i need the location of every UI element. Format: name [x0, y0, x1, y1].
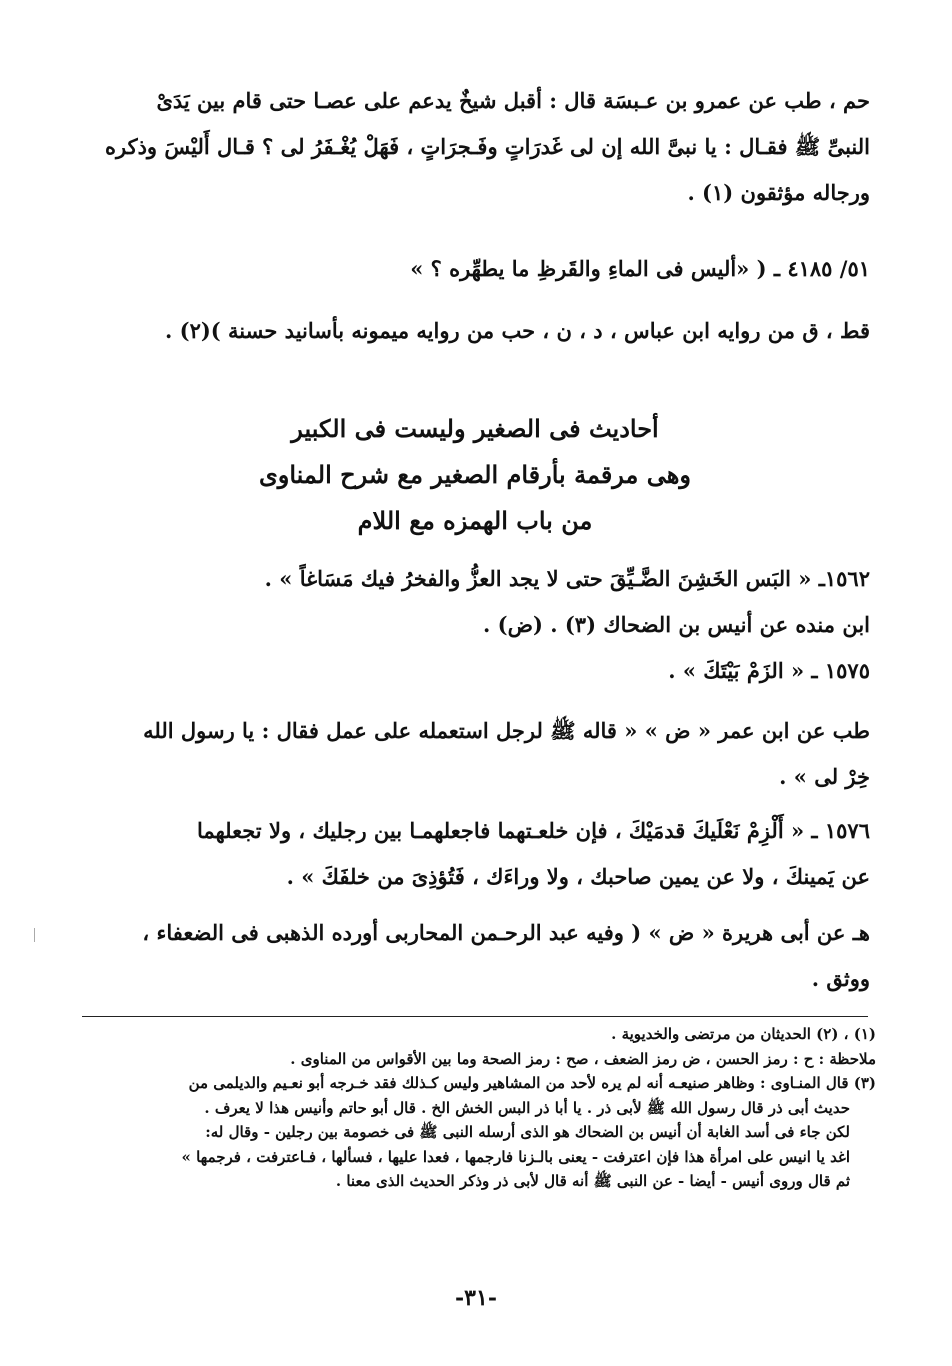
text-line: عن يَمينكَ ، ولا عن يمين صاحبك ، ولا وراءَك ، فَتُؤذِىَ من خلفَكَ » . [286, 864, 870, 889]
page-number: -٣١- [455, 1285, 497, 1311]
footnote-3-line: لكن جاء فى أسد الغابة أن أنيس بن الضحاك هو الذى أرسله النبى ﷺ فى خصومة بين رجلين - وقال له: [205, 1123, 850, 1141]
heading-line-1: أحاديث فى الصغير وليست فى الكبير [291, 414, 659, 443]
footnotes [92, 1022, 876, 1194]
text-line: ابن منده عن أنيس بن الضحاك (٣) . (ض) . [483, 612, 870, 637]
footnote-3-line: ثم قال وروى أنيس - أيضا - عن النبى ﷺ أنه قال لأبى ذر وذكر الحديث الذى معنا . [335, 1172, 850, 1190]
footnote-3-line: حديث أبى ذر قال رسول الله ﷺ لأبى ذر . يا أبا ذر البس الخش الخ . قال أبو حاتم وأنيس هذا لا يعرف . [204, 1098, 850, 1117]
hadith-4185 [80, 246, 870, 292]
margin-mark [34, 928, 35, 942]
hadith-4185-source [80, 308, 870, 354]
text-line: ١٥٧٥ ـ « الزَمْ بَيْتَكَ » . [668, 658, 870, 683]
text-line: حم ، طب عن عمرو بن عـبسَة قال : أقبل شيخٌ يدعم على عصـا حتى قام بين يَدَىْ [156, 88, 870, 113]
heading-line-2: وهى مرقمة بأرقام الصغير مع شرح المناوى [258, 460, 692, 489]
text-line: ١٥٧٦ ـ « أَلْزِمْ نَعْلَيكَ قدمَيْكَ ، فإن خلعـتهما فاجعلهمـا بين رجليك ، ولا تجعلهما [196, 818, 870, 843]
hadith-1562 [80, 556, 870, 694]
text-line: هـ عن أبى هريرة « ض » ( وفيه عبد الرحـمن المحاربى أورده الذهبى فى الضعفاء ، [142, 920, 870, 945]
text-line: قط ، ق من روايه ابن عباس ، د ، ن ، حب من روايه ميمونه بأسانيد حسنة )(٢) . [165, 318, 870, 343]
text-line: ١٥٦٢ـ « البَس الخَشِنَ الضَّـيِّقَ حتى لا يجد العزُّ والفخرُ فيك مَسَاغاً » . [264, 566, 870, 591]
footnote-3-line: (٣) قال المنـاوى : وظاهر صنيعـه أنه لم يره لأحد من المشاهير وليس كـذلك فقد خـرجه أبو نعـيم والديلمى من [188, 1074, 876, 1092]
text-line: ورجاله مؤثقون (١) . [687, 180, 870, 205]
hadith-1576 [80, 808, 870, 900]
hadith-1575-source [80, 708, 870, 800]
footnote-1-2: (١) ، (٢) الحديثان من مرتضى والخديوية . [611, 1025, 876, 1043]
text-line: ٥١/ ٤١٨٥ ـ ( «أليس فى الماءِ والقَرظِ ما يطهِّره ؟ » [410, 256, 870, 281]
heading-line-3: من باب الهمزه مع اللام [357, 506, 593, 535]
paragraph-hadith-4185-intro [80, 78, 870, 216]
footnote-note: ملاحظة : ح : رمز الحسن ، ض رمز الضعف ، صح : رمز الصحة وما بين الأقواس من المناوى . [290, 1049, 876, 1068]
text-line: ووثق . [811, 966, 870, 991]
section-heading [150, 406, 800, 544]
footnote-3-line: اغد يا انيس على امرأة هذا فإن اعترفت - يعنى بالـزنا فارجمها ، فعدا عليها ، فسألها ، فـاعترفت ، فرجمها » [181, 1147, 850, 1166]
text-line: خِرْ لى » . [779, 764, 870, 789]
text-line: النبىِّ ﷺ فقـال : يا نبىَّ الله إن لى غَدرَاتٍ وفَـجرَاتٍ ، فَهَلْ يُغْـفَرُ لى ؟ قـال أَليْسَ وذكره [104, 134, 870, 159]
hadith-1576-source [80, 910, 870, 1002]
text-line: طب عن ابن عمر « ض » « قاله ﷺ لرجل استعمله على عمل فقال : يا رسول الله [143, 718, 870, 743]
footnote-divider [82, 1016, 868, 1017]
